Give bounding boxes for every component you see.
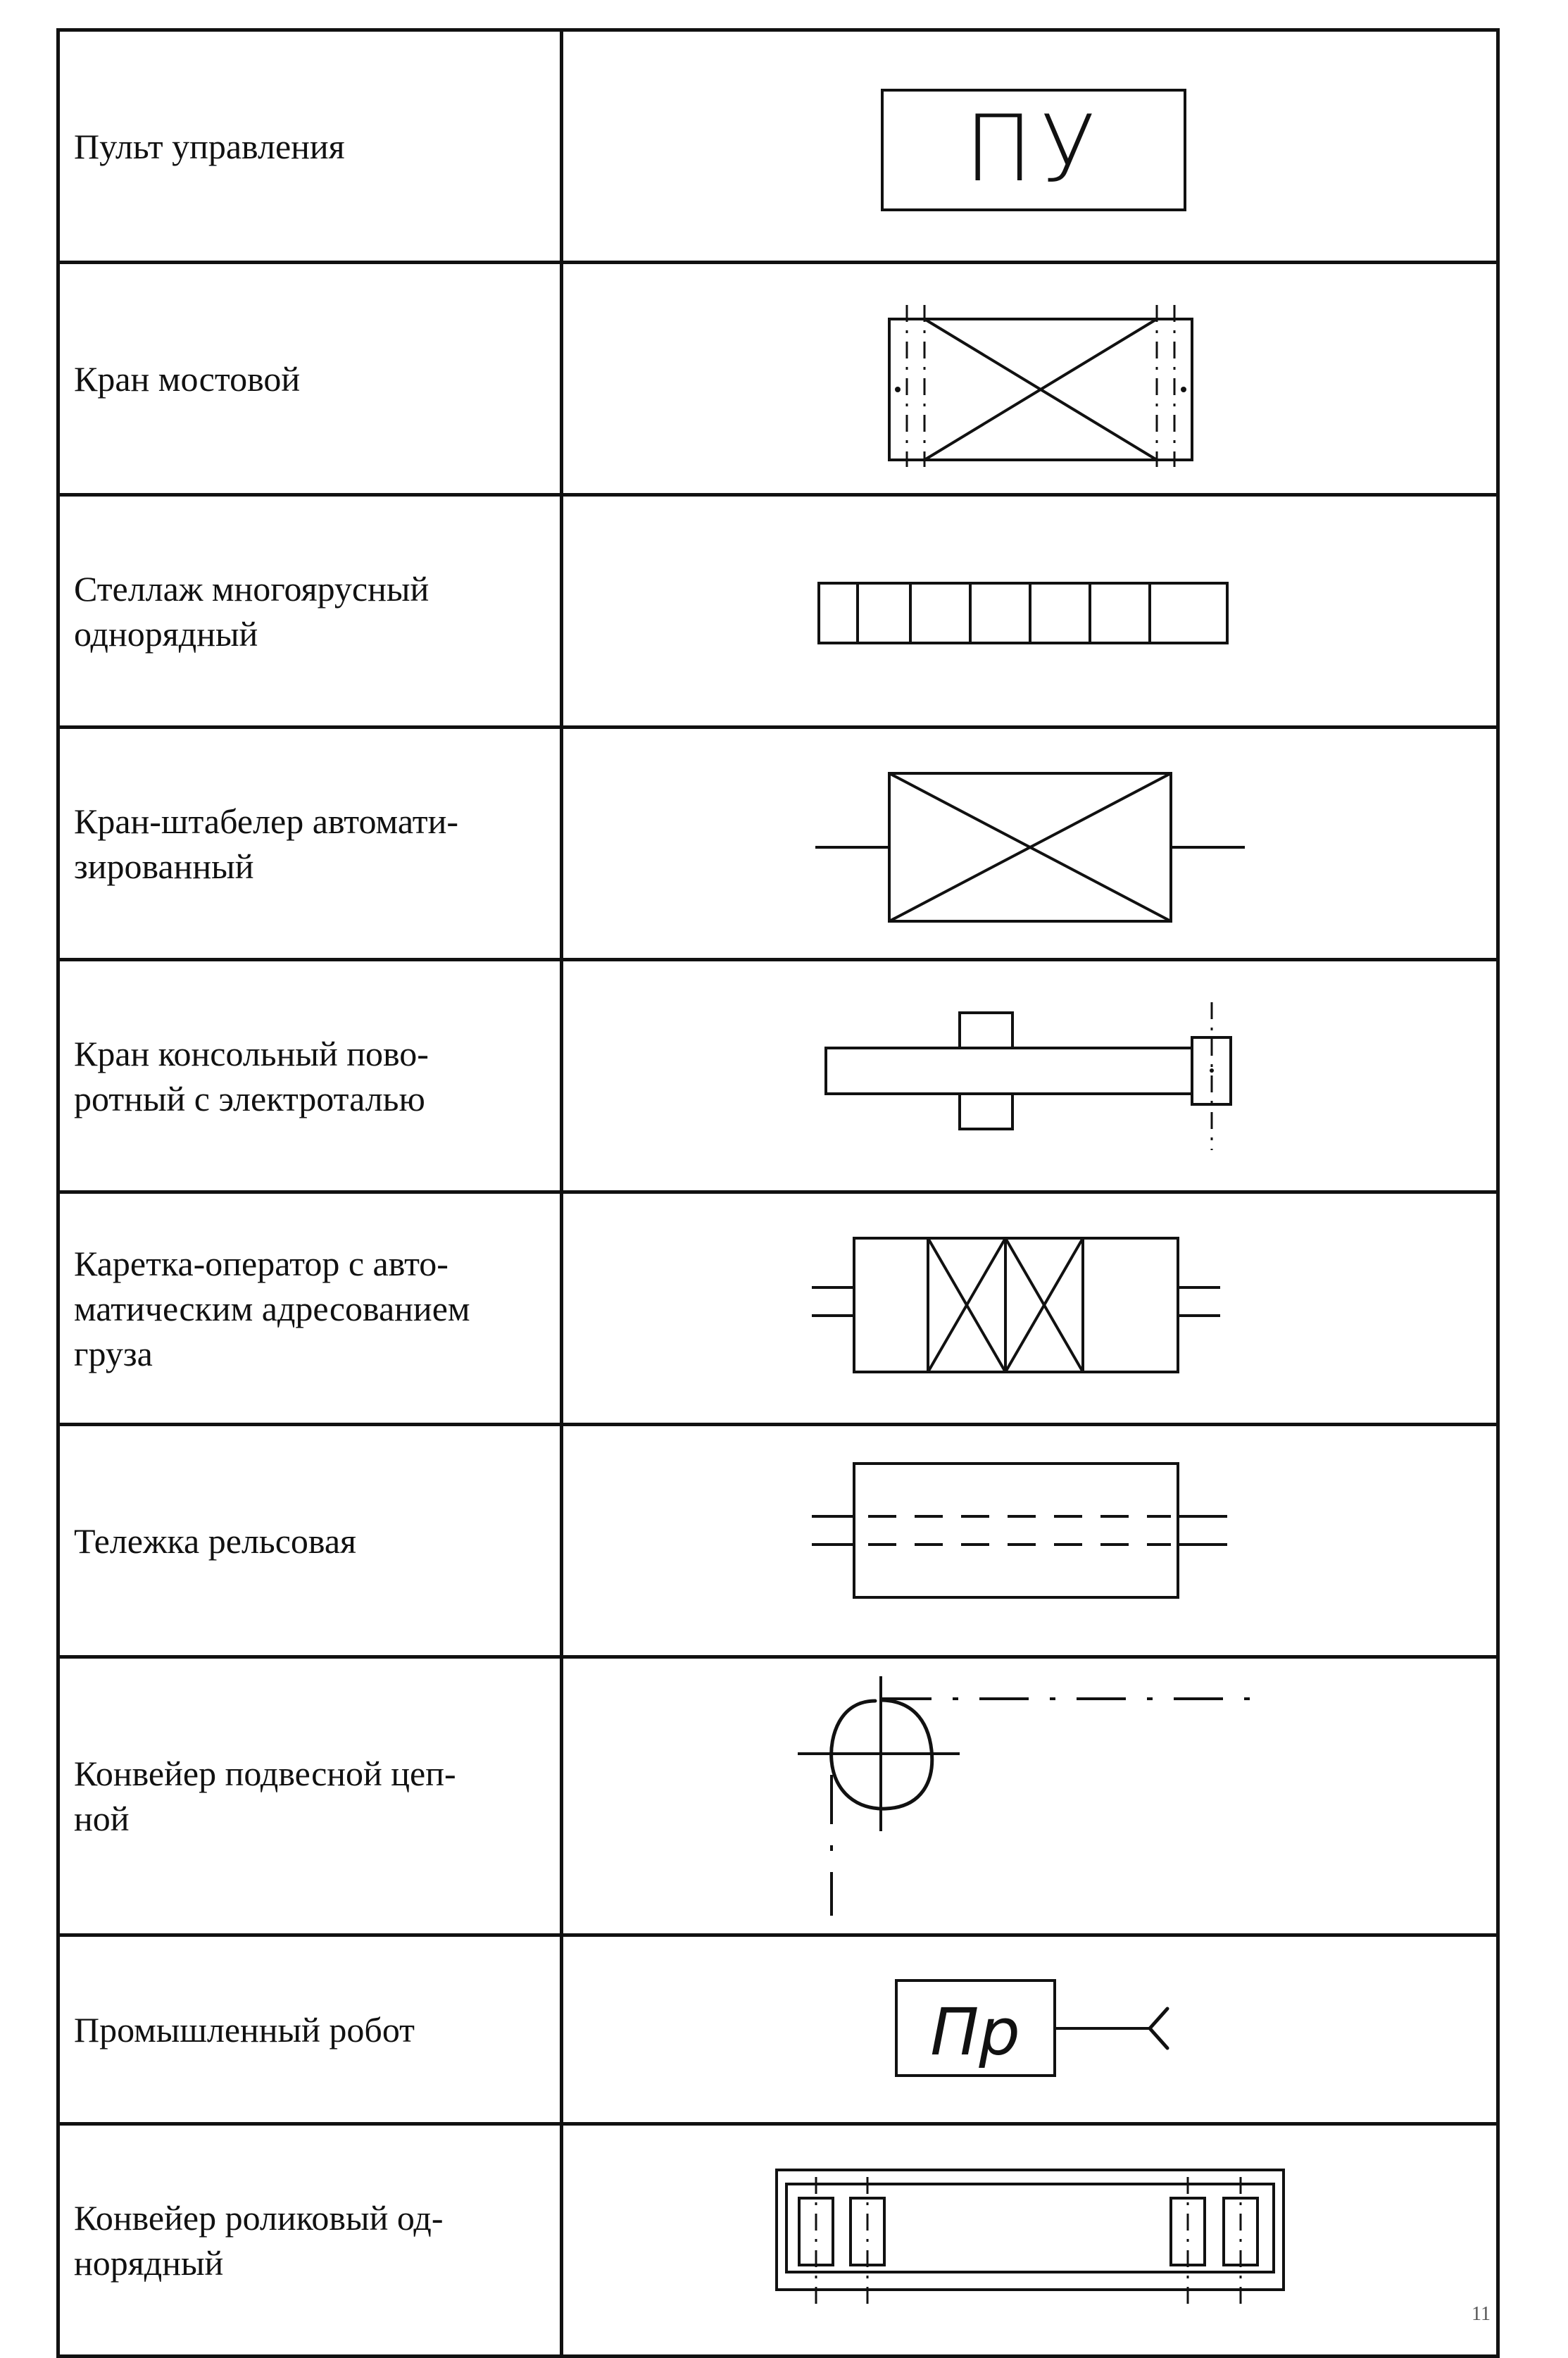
jib-crane-symbol (805, 992, 1255, 1161)
table-row (58, 1657, 1498, 1935)
symbol-cell (562, 2124, 1498, 2357)
table-row (58, 30, 1498, 263)
rail-trolley-symbol (805, 1453, 1255, 1629)
roller-conveyor-symbol (770, 2156, 1291, 2325)
row-label-cell (58, 728, 562, 960)
row-label-cell (58, 495, 562, 728)
row-label: Каретка-оператор с авто- матическим адресованием груза (74, 1243, 470, 1373)
table-row (58, 960, 1498, 1192)
symbol-cell (562, 263, 1498, 495)
page-number: 11 (1472, 2303, 1491, 2325)
row-label: Кран мостовой (74, 358, 301, 399)
symbol-cell (562, 30, 1498, 263)
row-label-cell (58, 30, 562, 263)
row-label-cell (58, 263, 562, 495)
row-label: Кран-штабелер автомати- зированный (74, 801, 458, 886)
control-panel-symbol (847, 62, 1213, 231)
overhead-chain-conveyor-symbol (791, 1669, 1269, 1923)
table-row (58, 2124, 1498, 2357)
row-label-cell (58, 2124, 562, 2357)
industrial-robot-label: Пр (929, 1994, 1020, 2070)
control-panel-label: ПУ (964, 94, 1103, 202)
table-row (58, 1935, 1498, 2124)
row-label: Стеллаж многоярусный однорядный (74, 568, 429, 654)
bridge-crane-symbol (847, 287, 1213, 470)
symbol-cell (562, 495, 1498, 728)
row-label: Пульт управления (74, 126, 345, 166)
symbol-cell (562, 728, 1498, 960)
symbols-table (56, 28, 1500, 2358)
table-row (58, 728, 1498, 960)
symbol-cell (562, 960, 1498, 1192)
stacker-crane-symbol (805, 759, 1255, 928)
table-row (58, 495, 1498, 728)
row-label: Тележка рельсовая (74, 1521, 357, 1561)
multi-tier-rack-symbol (805, 569, 1255, 654)
table-row (58, 1425, 1498, 1657)
row-label-cell (58, 1192, 562, 1425)
carriage-operator-symbol (805, 1224, 1255, 1393)
symbol-cell (562, 1425, 1498, 1657)
row-label-cell (58, 1425, 562, 1657)
symbol-cell (562, 1192, 1498, 1425)
table-row (58, 1192, 1498, 1425)
row-label: Конвейер роликовый од- норядный (74, 2197, 444, 2283)
row-label-cell (58, 1935, 562, 2124)
industrial-robot-symbol (854, 1966, 1206, 2093)
row-label-cell (58, 1657, 562, 1935)
row-label-cell (58, 960, 562, 1192)
table-row (58, 263, 1498, 495)
symbol-cell (562, 1935, 1498, 2124)
row-label: Промышленный робот (74, 2009, 415, 2050)
row-label: Кран консольный пово- ротный с электроталью (74, 1033, 429, 1118)
symbol-cell (562, 1657, 1498, 1935)
row-label: Конвейер подвесной цеп- ной (74, 1754, 456, 1838)
